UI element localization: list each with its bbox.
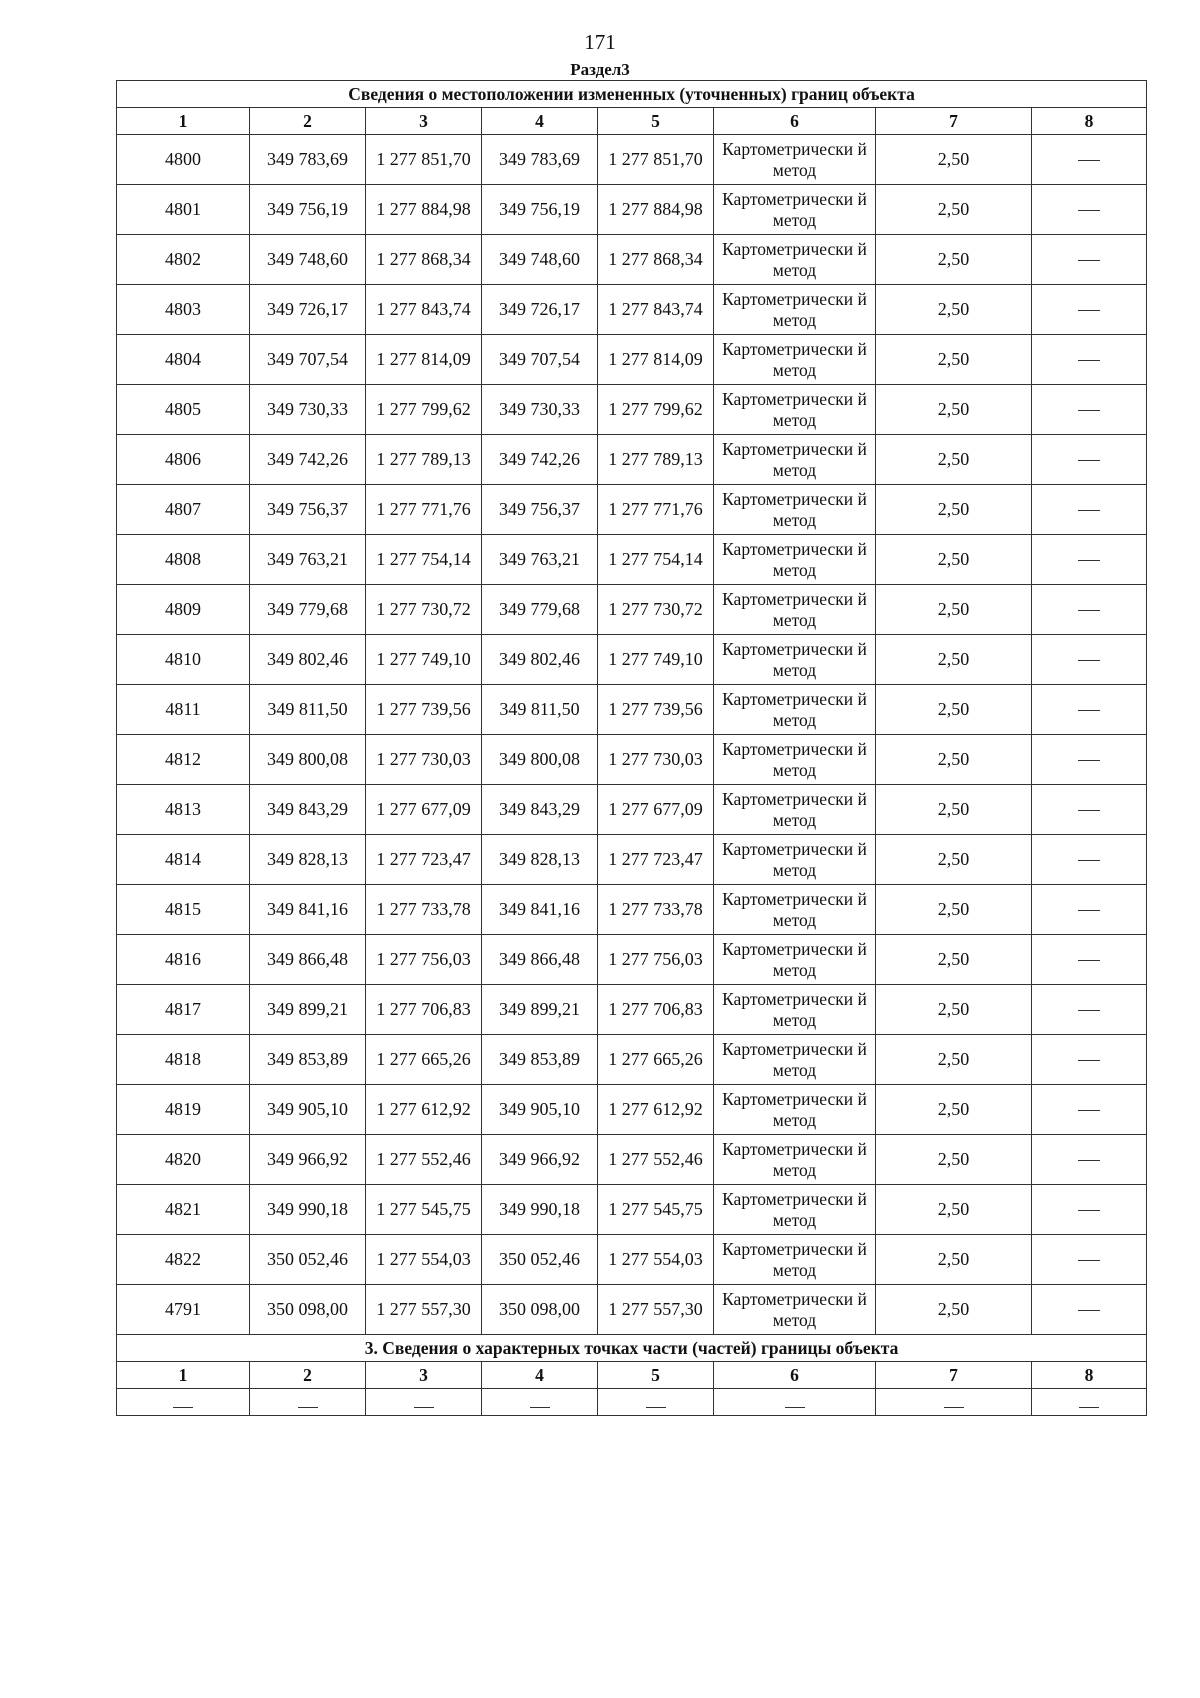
dash-mark — [298, 1407, 318, 1408]
column-header: 1 — [117, 108, 250, 135]
table-cell — [876, 1389, 1032, 1416]
table-cell: 1 277 739,56 — [366, 685, 482, 735]
table-cell: 2,50 — [876, 635, 1032, 685]
table-cell: 1 277 771,76 — [366, 485, 482, 535]
table-cell: 349 756,37 — [482, 485, 598, 535]
table-cell: 349 828,13 — [482, 835, 598, 885]
table-cell: 349 990,18 — [250, 1185, 366, 1235]
table-cell: 349 866,48 — [482, 935, 598, 985]
table-cell: 349 811,50 — [482, 685, 598, 735]
table-cell: 349 763,21 — [482, 535, 598, 585]
table-cell: 349 800,08 — [482, 735, 598, 785]
table-row — [117, 485, 1147, 535]
table-cell: Картометрически й метод — [714, 1285, 876, 1335]
table-cell: 1 277 756,03 — [366, 935, 482, 985]
table-cell: 1 277 554,03 — [366, 1235, 482, 1285]
table-cell: 2,50 — [876, 1085, 1032, 1135]
table-cell: 1 277 730,03 — [598, 735, 714, 785]
dash-mark — [1078, 1310, 1100, 1311]
table-cell: 2,50 — [876, 485, 1032, 535]
table-cell: Картометрически й метод — [714, 1135, 876, 1185]
table-cell: 4818 — [117, 1035, 250, 1085]
table-cell: Картометрически й метод — [714, 835, 876, 885]
table-cell — [1032, 1235, 1147, 1285]
dash-mark — [414, 1407, 434, 1408]
table-cell: 2,50 — [876, 1285, 1032, 1335]
table-cell: 350 098,00 — [250, 1285, 366, 1335]
table-cell: 349 811,50 — [250, 685, 366, 735]
column-header: 6 — [714, 1362, 876, 1389]
column-header: 5 — [598, 108, 714, 135]
table-cell: Картометрически й метод — [714, 285, 876, 335]
dash-mark — [785, 1407, 805, 1408]
dash-mark — [1078, 1060, 1100, 1061]
table-cell: 349 756,37 — [250, 485, 366, 535]
table-cell: 1 277 814,09 — [598, 335, 714, 385]
table-cell: 349 730,33 — [250, 385, 366, 435]
table-cell: 4817 — [117, 985, 250, 1035]
dash-mark — [1078, 860, 1100, 861]
table-cell: 349 802,46 — [250, 635, 366, 685]
table-cell: Картометрически й метод — [714, 335, 876, 385]
table-cell: 349 748,60 — [482, 235, 598, 285]
dash-mark — [1078, 610, 1100, 611]
dash-mark — [1078, 210, 1100, 211]
table-cell — [1032, 835, 1147, 885]
table-row — [117, 135, 1147, 185]
table-cell: 349 966,92 — [250, 1135, 366, 1185]
table-cell: 349 802,46 — [482, 635, 598, 685]
table-cell — [1032, 1185, 1147, 1235]
table-row — [117, 1035, 1147, 1085]
table-cell — [1032, 285, 1147, 335]
section-title: Раздел3 — [570, 60, 630, 79]
table-cell: 1 277 756,03 — [598, 935, 714, 985]
table-cell: 350 052,46 — [482, 1235, 598, 1285]
column-header: 8 — [1032, 108, 1147, 135]
table-cell — [1032, 785, 1147, 835]
dash-mark — [1078, 510, 1100, 511]
dash-mark — [1078, 260, 1100, 261]
table-cell: 1 277 789,13 — [366, 435, 482, 485]
table-cell: 1 277 552,46 — [366, 1135, 482, 1185]
table-cell — [117, 1389, 250, 1416]
table-cell: 1 277 754,14 — [598, 535, 714, 585]
table-caption: Сведения о местоположении измененных (уточненных) границ объекта — [117, 81, 1147, 108]
table-cell: 1 277 749,10 — [598, 635, 714, 685]
table-cell: 349 866,48 — [250, 935, 366, 985]
table-cell — [1032, 585, 1147, 635]
table-cell: 1 277 545,75 — [366, 1185, 482, 1235]
table-cell — [1032, 985, 1147, 1035]
table-cell: 2,50 — [876, 135, 1032, 185]
table-cell: 1 277 814,09 — [366, 335, 482, 385]
table-cell: 1 277 739,56 — [598, 685, 714, 735]
table-cell: 2,50 — [876, 535, 1032, 585]
table-cell: 2,50 — [876, 285, 1032, 335]
column-header: 3 — [366, 1362, 482, 1389]
column-header: 2 — [250, 1362, 366, 1389]
table-cell: 1 277 843,74 — [366, 285, 482, 335]
table-cell — [1032, 685, 1147, 735]
table-cell: 2,50 — [876, 1035, 1032, 1085]
table-cell: 1 277 545,75 — [598, 1185, 714, 1235]
table-cell: 2,50 — [876, 185, 1032, 235]
table-cell: Картометрически й метод — [714, 985, 876, 1035]
dash-mark — [646, 1407, 666, 1408]
table-cell: 350 098,00 — [482, 1285, 598, 1335]
table-cell: Картометрически й метод — [714, 785, 876, 835]
column-header: 1 — [117, 1362, 250, 1389]
dash-mark — [1078, 460, 1100, 461]
dash-mark — [1078, 660, 1100, 661]
table-cell: 4816 — [117, 935, 250, 985]
table-cell: 349 828,13 — [250, 835, 366, 885]
table-cell: 1 277 557,30 — [598, 1285, 714, 1335]
table-cell: 349 843,29 — [250, 785, 366, 835]
table-cell — [1032, 435, 1147, 485]
table-cell: Картометрически й метод — [714, 1085, 876, 1135]
dash-mark — [1078, 410, 1100, 411]
table-cell: 4803 — [117, 285, 250, 335]
table-cell: 349 707,54 — [482, 335, 598, 385]
table-cell: 349 779,68 — [482, 585, 598, 635]
table-cell — [1032, 335, 1147, 385]
table-cell — [1032, 1035, 1147, 1085]
table-cell: 1 277 557,30 — [366, 1285, 482, 1335]
dash-mark — [1079, 1407, 1099, 1408]
table-cell: 349 779,68 — [250, 585, 366, 635]
dash-mark — [173, 1407, 193, 1408]
table-cell: 349 853,89 — [250, 1035, 366, 1085]
table-cell: 1 277 799,62 — [366, 385, 482, 435]
table-cell: 4802 — [117, 235, 250, 285]
table-row — [117, 735, 1147, 785]
table-row — [117, 785, 1147, 835]
table-cell: 1 277 754,14 — [366, 535, 482, 585]
table-cell: 2,50 — [876, 235, 1032, 285]
table-cell: 1 277 730,72 — [366, 585, 482, 635]
column-header: 7 — [876, 1362, 1032, 1389]
table-cell: 2,50 — [876, 1135, 1032, 1185]
column-header: 8 — [1032, 1362, 1147, 1389]
table-cell: 349 905,10 — [250, 1085, 366, 1135]
table-cell: Картометрически й метод — [714, 235, 876, 285]
dash-mark — [1078, 1160, 1100, 1161]
dash-mark — [1078, 560, 1100, 561]
table-cell — [1032, 935, 1147, 985]
table-cell: 350 052,46 — [250, 1235, 366, 1285]
table-row — [117, 935, 1147, 985]
table-cell: 1 277 749,10 — [366, 635, 482, 685]
table-cell: Картометрически й метод — [714, 185, 876, 235]
table-cell — [1032, 1285, 1147, 1335]
table-cell: 1 277 851,70 — [598, 135, 714, 185]
table-cell: 1 277 723,47 — [366, 835, 482, 885]
table-cell: 1 277 868,34 — [598, 235, 714, 285]
table-cell: 2,50 — [876, 1185, 1032, 1235]
table-row — [117, 235, 1147, 285]
column-header: 7 — [876, 108, 1032, 135]
table-cell: 2,50 — [876, 885, 1032, 935]
table-row — [117, 1135, 1147, 1185]
table-cell: 1 277 612,92 — [598, 1085, 714, 1135]
table-cell: 4806 — [117, 435, 250, 485]
table-cell: 4819 — [117, 1085, 250, 1135]
column-header-row — [117, 1362, 1147, 1389]
table-cell: 349 742,26 — [250, 435, 366, 485]
table-cell: 4810 — [117, 635, 250, 685]
table-cell: Картометрически й метод — [714, 735, 876, 785]
dash-mark — [1078, 760, 1100, 761]
table-cell: 2,50 — [876, 985, 1032, 1035]
table-cell: 349 756,19 — [482, 185, 598, 235]
column-header: 3 — [366, 108, 482, 135]
table-cell — [1032, 1135, 1147, 1185]
dash-mark — [1078, 1110, 1100, 1111]
table-row — [117, 385, 1147, 435]
page-number: 171 — [584, 30, 616, 54]
table-cell — [714, 1389, 876, 1416]
table-cell: 1 277 677,09 — [598, 785, 714, 835]
table-cell: 2,50 — [876, 435, 1032, 485]
table-cell: Картометрически й метод — [714, 1185, 876, 1235]
table-cell: 4804 — [117, 335, 250, 385]
table-cell: 2,50 — [876, 785, 1032, 835]
table-cell: Картометрически й метод — [714, 135, 876, 185]
table-row — [117, 685, 1147, 735]
table-row — [117, 185, 1147, 235]
table-cell — [1032, 135, 1147, 185]
table-cell: 1 277 554,03 — [598, 1235, 714, 1285]
table-row — [117, 885, 1147, 935]
table-row — [117, 1285, 1147, 1335]
table-cell: 1 277 733,78 — [598, 885, 714, 935]
table-row — [117, 985, 1147, 1035]
dash-mark — [1078, 1260, 1100, 1261]
column-header: 4 — [482, 108, 598, 135]
table-cell: 349 841,16 — [250, 885, 366, 935]
table-cell: 1 277 730,72 — [598, 585, 714, 635]
table-cell: 349 853,89 — [482, 1035, 598, 1085]
table-cell: 4812 — [117, 735, 250, 785]
table-cell: 1 277 612,92 — [366, 1085, 482, 1135]
table-row — [117, 1185, 1147, 1235]
column-header: 5 — [598, 1362, 714, 1389]
table-cell: 1 277 868,34 — [366, 235, 482, 285]
table-cell: 1 277 677,09 — [366, 785, 482, 835]
table-cell: 2,50 — [876, 385, 1032, 435]
table-cell: 4822 — [117, 1235, 250, 1285]
table-cell: 1 277 552,46 — [598, 1135, 714, 1185]
table-cell: 349 841,16 — [482, 885, 598, 935]
dash-mark — [1078, 1010, 1100, 1011]
table-cell — [1032, 1389, 1147, 1416]
table-cell: 1 277 771,76 — [598, 485, 714, 535]
table-cell: 349 707,54 — [250, 335, 366, 385]
table-cell: Картометрически й метод — [714, 485, 876, 535]
table-cell: 349 756,19 — [250, 185, 366, 235]
table-cell: 1 277 851,70 — [366, 135, 482, 185]
table-cell: Картометрически й метод — [714, 1035, 876, 1085]
table-cell: 1 277 706,83 — [366, 985, 482, 1035]
table-cell: 4801 — [117, 185, 250, 235]
table-cell: Картометрически й метод — [714, 885, 876, 935]
table-cell — [250, 1389, 366, 1416]
table-cell: 349 748,60 — [250, 235, 366, 285]
table-cell: 4821 — [117, 1185, 250, 1235]
table-cell: 4814 — [117, 835, 250, 885]
table-caption-parts-row — [117, 1335, 1147, 1362]
table-cell: 4791 — [117, 1285, 250, 1335]
dash-mark — [1078, 160, 1100, 161]
column-header: 2 — [250, 108, 366, 135]
table-cell: Картометрически й метод — [714, 1235, 876, 1285]
dash-mark — [1078, 310, 1100, 311]
table-row — [117, 535, 1147, 585]
table-row — [117, 1085, 1147, 1135]
table-row — [117, 335, 1147, 385]
table-cell: 1 277 789,13 — [598, 435, 714, 485]
table-row — [117, 585, 1147, 635]
table-cell: 349 783,69 — [250, 135, 366, 185]
dash-mark — [944, 1407, 964, 1408]
table-cell — [1032, 385, 1147, 435]
table-caption-row — [117, 81, 1147, 108]
column-header-row — [117, 108, 1147, 135]
column-header: 6 — [714, 108, 876, 135]
dash-mark — [1078, 1210, 1100, 1211]
table-cell: 349 763,21 — [250, 535, 366, 585]
table-cell — [1032, 885, 1147, 935]
table-cell: Картометрически й метод — [714, 435, 876, 485]
column-header: 4 — [482, 1362, 598, 1389]
table-cell: 1 277 733,78 — [366, 885, 482, 935]
table-cell: 4807 — [117, 485, 250, 535]
table-cell: 349 726,17 — [250, 285, 366, 335]
table-cell: 4809 — [117, 585, 250, 635]
table-cell: 1 277 730,03 — [366, 735, 482, 785]
table-cell: 2,50 — [876, 335, 1032, 385]
table-cell: Картометрически й метод — [714, 635, 876, 685]
table-cell: Картометрически й метод — [714, 685, 876, 735]
table-cell: 2,50 — [876, 585, 1032, 635]
table-cell: 1 277 665,26 — [598, 1035, 714, 1085]
table-cell: 4813 — [117, 785, 250, 835]
table-cell: 4800 — [117, 135, 250, 185]
table-cell: 4815 — [117, 885, 250, 935]
table-cell: 2,50 — [876, 835, 1032, 885]
table-cell: 2,50 — [876, 935, 1032, 985]
table-cell — [1032, 535, 1147, 585]
table-cell: 4820 — [117, 1135, 250, 1185]
table-cell: 349 905,10 — [482, 1085, 598, 1135]
table-cell — [366, 1389, 482, 1416]
table-cell: 2,50 — [876, 735, 1032, 785]
table-cell: 349 783,69 — [482, 135, 598, 185]
table-cell: Картометрически й метод — [714, 935, 876, 985]
table-cell: 349 800,08 — [250, 735, 366, 785]
dash-mark — [1078, 960, 1100, 961]
table-cell: 1 277 799,62 — [598, 385, 714, 435]
dash-mark — [530, 1407, 550, 1408]
table-cell — [482, 1389, 598, 1416]
table-cell: 349 966,92 — [482, 1135, 598, 1185]
table-row — [117, 435, 1147, 485]
dash-mark — [1078, 810, 1100, 811]
table-row — [117, 285, 1147, 335]
table-cell: 1 277 884,98 — [366, 185, 482, 235]
table-cell: 349 899,21 — [250, 985, 366, 1035]
table-cell: 349 742,26 — [482, 435, 598, 485]
table-cell: 349 990,18 — [482, 1185, 598, 1235]
table-cell: 2,50 — [876, 685, 1032, 735]
table-cell: 1 277 706,83 — [598, 985, 714, 1035]
table-cell: 1 277 884,98 — [598, 185, 714, 235]
dash-mark — [1078, 910, 1100, 911]
table-row — [117, 835, 1147, 885]
table-cell: 349 726,17 — [482, 285, 598, 335]
table-cell: 1 277 665,26 — [366, 1035, 482, 1085]
table-cell — [1032, 235, 1147, 285]
boundary-coordinates-table — [116, 80, 1147, 1416]
table-cell — [1032, 485, 1147, 535]
table-cell: 349 730,33 — [482, 385, 598, 435]
table-cell — [1032, 635, 1147, 685]
table-cell: 1 277 723,47 — [598, 835, 714, 885]
table-cell — [1032, 1085, 1147, 1135]
table-cell: 4805 — [117, 385, 250, 435]
table-cell — [1032, 735, 1147, 785]
table-cell: 2,50 — [876, 1235, 1032, 1285]
table-row — [117, 1235, 1147, 1285]
table-cell: 4808 — [117, 535, 250, 585]
table-row — [117, 635, 1147, 685]
table-cell — [1032, 185, 1147, 235]
table-cell: Картометрически й метод — [714, 385, 876, 435]
table-cell: 1 277 843,74 — [598, 285, 714, 335]
table-cell: 349 843,29 — [482, 785, 598, 835]
table-cell: 4811 — [117, 685, 250, 735]
dash-mark — [1078, 360, 1100, 361]
table-cell: Картометрически й метод — [714, 535, 876, 585]
table-caption-parts: 3. Сведения о характерных точках части (частей) границы объекта — [117, 1335, 1147, 1362]
dash-mark — [1078, 710, 1100, 711]
table-row — [117, 1389, 1147, 1416]
table-cell: Картометрически й метод — [714, 585, 876, 635]
table-cell — [598, 1389, 714, 1416]
table-cell: 349 899,21 — [482, 985, 598, 1035]
